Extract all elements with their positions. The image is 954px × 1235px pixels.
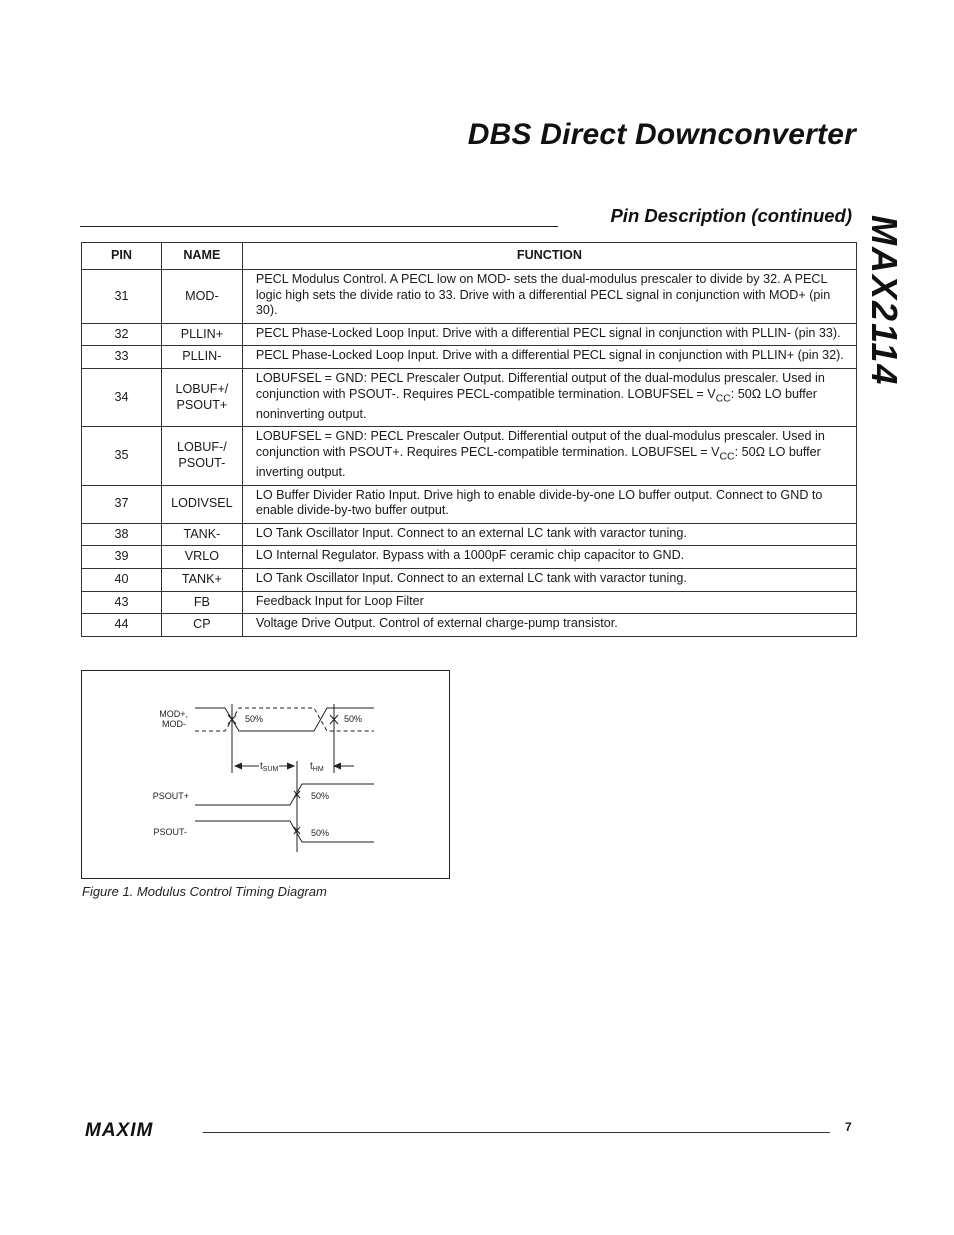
table-row	[82, 568, 857, 591]
pin-number: 33	[82, 346, 162, 369]
pin-name-line: PSOUT+	[176, 397, 228, 412]
table-row	[82, 614, 857, 637]
maxim-logo	[85, 1121, 193, 1139]
pin-number: 39	[82, 546, 162, 569]
pin-function: LO Tank Oscillator Input. Connect to an external LC tank with varactor tuning.	[242, 523, 856, 546]
pin-description-table	[81, 242, 857, 637]
pin-number: 37	[82, 485, 162, 523]
percent-label: 50%	[311, 828, 330, 838]
pin-function: Voltage Drive Output. Control of external charge-pump transistor.	[242, 614, 856, 637]
pin-function: LO Buffer Divider Ratio Input. Drive high to enable divide-by-one LO buffer output. Connect to GND to enable divide-by-two buffer output.	[242, 485, 856, 523]
table-header-row	[82, 243, 857, 270]
percent-label: 50%	[344, 714, 363, 724]
tsum-label: $t_{SUM}$	[260, 761, 279, 773]
page-number: 7	[845, 1120, 852, 1134]
section-title: Pin Description (continued)	[610, 205, 852, 226]
pin-function	[242, 427, 856, 485]
timing-diagram-figure	[81, 670, 450, 879]
header-function: FUNCTION	[242, 243, 856, 270]
function-text: : 50Ω LO buffer inverting output.	[255, 444, 821, 479]
function-text: LOBUFSEL = GND: PECL Prescaler Output. Differential output of the dual-modulus prescaler. Used in conjunction with PSOUT+. Requires PECL-compatible termination. LOBUFSEL = V	[255, 429, 825, 459]
pin-name: VRLO	[161, 546, 242, 569]
figure-caption: Figure 1. Modulus Control Timing Diagram	[82, 884, 327, 899]
pin-name-line: LOBUF-/	[177, 440, 227, 455]
svg-text:MAXIM: MAXIM	[85, 1121, 154, 1139]
pin-number: 34	[82, 368, 162, 426]
table-row	[82, 523, 857, 546]
pin-name-line: LOBUF+/	[175, 382, 229, 397]
pin-function: Feedback Input for Loop Filter	[242, 591, 856, 614]
pin-name: PLLIN-	[161, 346, 242, 369]
footer-rule	[203, 1132, 830, 1133]
function-text: : 50Ω LO buffer noninverting output.	[255, 386, 817, 421]
psout-minus-label: PSOUT-	[153, 827, 187, 837]
pin-number: 32	[82, 323, 162, 346]
function-text: LOBUFSEL = GND: PECL Prescaler Output. Differential output of the dual-modulus prescaler. Used in conjunction with PSOUT-. Requires PECL-compatible termination. LOBUFSEL = V	[255, 370, 825, 401]
table-row	[82, 346, 857, 369]
document-title: DBS Direct Downconverter	[467, 118, 856, 151]
function-subscript: CC	[715, 392, 731, 405]
psout-minus-waveform	[195, 821, 374, 842]
pin-number: 40	[82, 568, 162, 591]
pin-function: LO Tank Oscillator Input. Connect to an external LC tank with varactor tuning.	[242, 568, 856, 591]
table-row	[82, 546, 857, 569]
pin-function: PECL Phase-Locked Loop Input. Drive with a differential PECL signal in conjunction with PLLIN+ (pin 32).	[242, 346, 856, 369]
thm-label: $t_{HM}$	[310, 761, 324, 773]
table-row	[82, 270, 857, 324]
pin-function: LO Internal Regulator. Bypass with a 1000pF ceramic chip capacitor to GND.	[242, 546, 856, 569]
pin-function: PECL Phase-Locked Loop Input. Drive with a differential PECL signal in conjunction with PLLIN- (pin 33).	[242, 323, 856, 346]
pin-number: 35	[82, 427, 162, 485]
pin-name-line: PSOUT-	[178, 455, 226, 470]
pin-name: CP	[161, 614, 242, 637]
arrowhead	[234, 763, 242, 770]
function-subscript: CC	[719, 450, 735, 463]
pin-name	[161, 427, 242, 485]
table-row	[82, 485, 857, 523]
pin-function: PECL Modulus Control. A PECL low on MOD- sets the dual-modulus prescaler to divide by 32. A PECL logic high sets the divide ratio to 33. Drive with a differential PECL signal in conjunction with MOD+ (pin 30).	[242, 270, 856, 324]
table-row	[82, 323, 857, 346]
pin-name: PLLIN+	[161, 323, 242, 346]
header-pin: PIN	[82, 243, 162, 270]
pin-name: TANK+	[161, 568, 242, 591]
arrowhead	[287, 763, 295, 770]
pin-function	[242, 368, 856, 426]
psout-plus-label: PSOUT+	[152, 791, 189, 801]
pin-name: LODIVSEL	[161, 485, 242, 523]
pin-number: 31	[82, 270, 162, 324]
pin-name: TANK-	[161, 523, 242, 546]
mod-label: MOD+,	[159, 709, 188, 719]
pin-number: 38	[82, 523, 162, 546]
pin-number: 43	[82, 591, 162, 614]
percent-label: 50%	[311, 791, 330, 801]
table-row	[82, 368, 857, 426]
table-row	[82, 591, 857, 614]
percent-label: 50%	[245, 714, 264, 724]
pin-name	[161, 368, 242, 426]
pin-name: MOD-	[161, 270, 242, 324]
section-rule	[80, 226, 558, 227]
mod-label: MOD-	[162, 719, 186, 729]
table-row	[82, 427, 857, 485]
header-name: NAME	[161, 243, 242, 270]
side-part-number: MAX2114	[864, 215, 905, 387]
pin-number: 44	[82, 614, 162, 637]
pin-name: FB	[161, 591, 242, 614]
psout-plus-waveform	[195, 784, 374, 805]
timing-diagram	[82, 671, 451, 880]
